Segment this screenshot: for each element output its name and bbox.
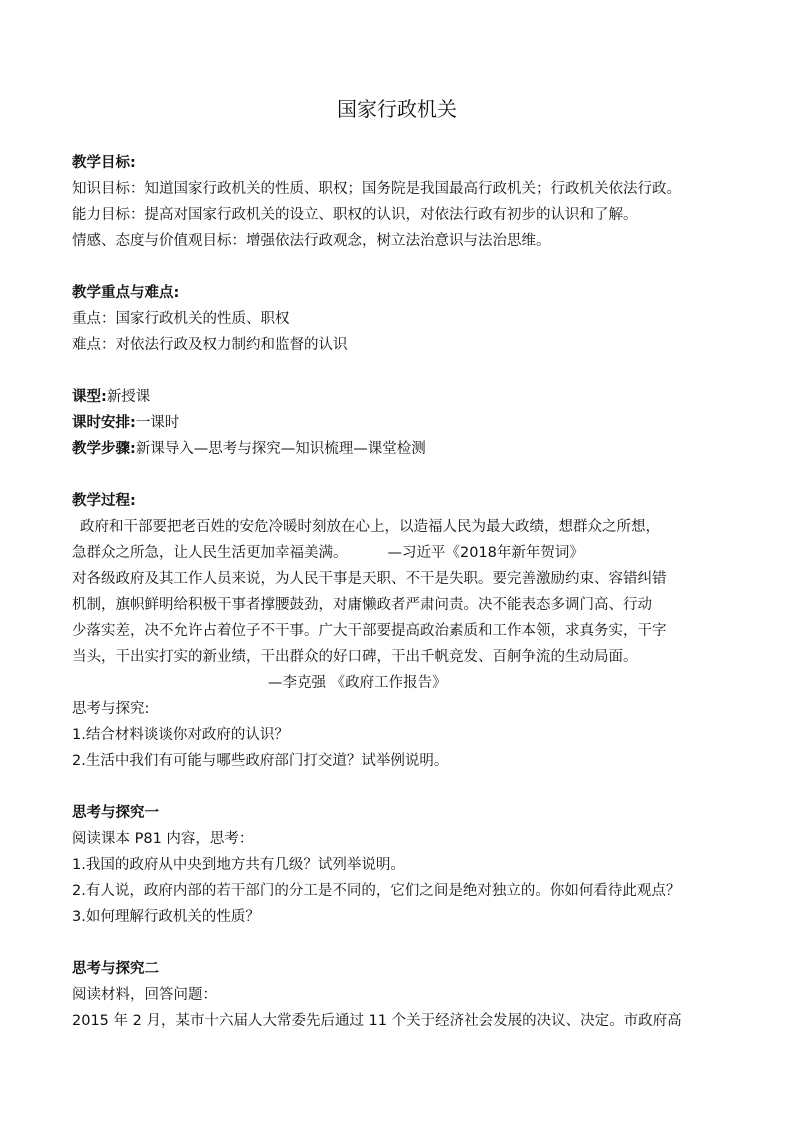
- process-question: 2.生活中我们有可能与哪些政府部门打交道？试举例说明。: [72, 753, 449, 769]
- process-question: 1.结合材料谈谈你对政府的认识？: [72, 727, 289, 743]
- quote1-source: —习近平《2018年新年贺词》: [387, 545, 584, 561]
- page-title: 国家行政机关: [337, 97, 457, 121]
- quote2-line: 对各级政府及其工作人员来说，为人民干事是天职、不干是失职。要完善激励约束、容错纠错: [72, 571, 667, 587]
- lesson-type-label: 课型:: [72, 389, 107, 405]
- explore1-question: 3.如何理解行政机关的性质？: [72, 909, 260, 925]
- quote2-line: 机制，旗帜鲜明给积极干事者撑腰鼓劲，对庸懒政者严肃问责。决不能表态多调门高、行动: [72, 597, 652, 613]
- quote1-text: 急群众之所急，让人民生活更加幸福美满。: [72, 545, 348, 561]
- think-label: 思考与探究:: [72, 701, 150, 717]
- quote1-line: 政府和干部要把老百姓的安危冷暖时刻放在心上，以造福人民为最大政绩，想群众之所想，: [80, 519, 660, 535]
- keypoint-focus: 重点：国家行政机关的性质、职权: [72, 311, 290, 327]
- keypoints-heading: 教学重点与难点:: [72, 285, 180, 301]
- lesson-time-label: 课时安排:: [72, 415, 136, 431]
- lesson-type-value: 新授课: [106, 389, 151, 405]
- explore1-question: 1.我国的政府从中央到地方共有几级？试列举说明。: [72, 857, 405, 873]
- lesson-time-value: 一课时: [135, 415, 180, 431]
- explore1-intro: 阅读课本 P81 内容，思考：: [72, 831, 254, 847]
- explore1-heading: 思考与探究一: [72, 805, 159, 821]
- objective-knowledge: 知识目标：知道国家行政机关的性质、职权；国务院是我国最高行政机关；行政机关依法行政。: [72, 181, 681, 197]
- lesson-time: [72, 410, 724, 436]
- objectives-heading: 教学目标:: [72, 155, 136, 171]
- process-heading: 教学过程:: [72, 493, 136, 509]
- quote2-source: —李克强 《政府工作报告》: [268, 675, 447, 691]
- quote2-line: 少落实差，决不允许占着位子不干事。广大干部要提高政治素质和工作本领，求真务实，干字: [72, 623, 667, 639]
- explore2-intro: 阅读材料，回答问题：: [72, 987, 217, 1003]
- lesson-type: [72, 384, 724, 410]
- document-body: [72, 150, 724, 1034]
- lesson-steps-label: 教学步骤:: [72, 441, 136, 457]
- explore2-heading: 思考与探究二: [72, 961, 159, 977]
- lesson-steps: [72, 436, 724, 462]
- quote2-line: 当头，干出实打实的新业绩，干出群众的好口碑，干出千帆竞发、百舸争流的生动局面。: [72, 649, 638, 665]
- quote1-line: [72, 540, 724, 566]
- lesson-steps-value: 新课导入—思考与探究—知识梳理—课堂检测: [135, 441, 426, 457]
- explore2-text: 2015 年 2 月，某市十六届人大常委先后通过 11 个关于经济社会发展的决议、决定。市政府高: [72, 1013, 682, 1029]
- keypoint-difficulty: 难点：对依法行政及权力制约和监督的认识: [72, 337, 348, 353]
- objective-ability: 能力目标：提高对国家行政机关的设立、职权的认识，对依法行政有初步的认识和了解。: [72, 207, 638, 223]
- objective-emotion: 情感、态度与价值观目标：增强依法行政观念，树立法治意识与法治思维。: [72, 233, 551, 249]
- explore1-question: 2.有人说，政府内部的若干部门的分工是不同的，它们之间是绝对独立的。你如何看待此观点？: [72, 883, 681, 899]
